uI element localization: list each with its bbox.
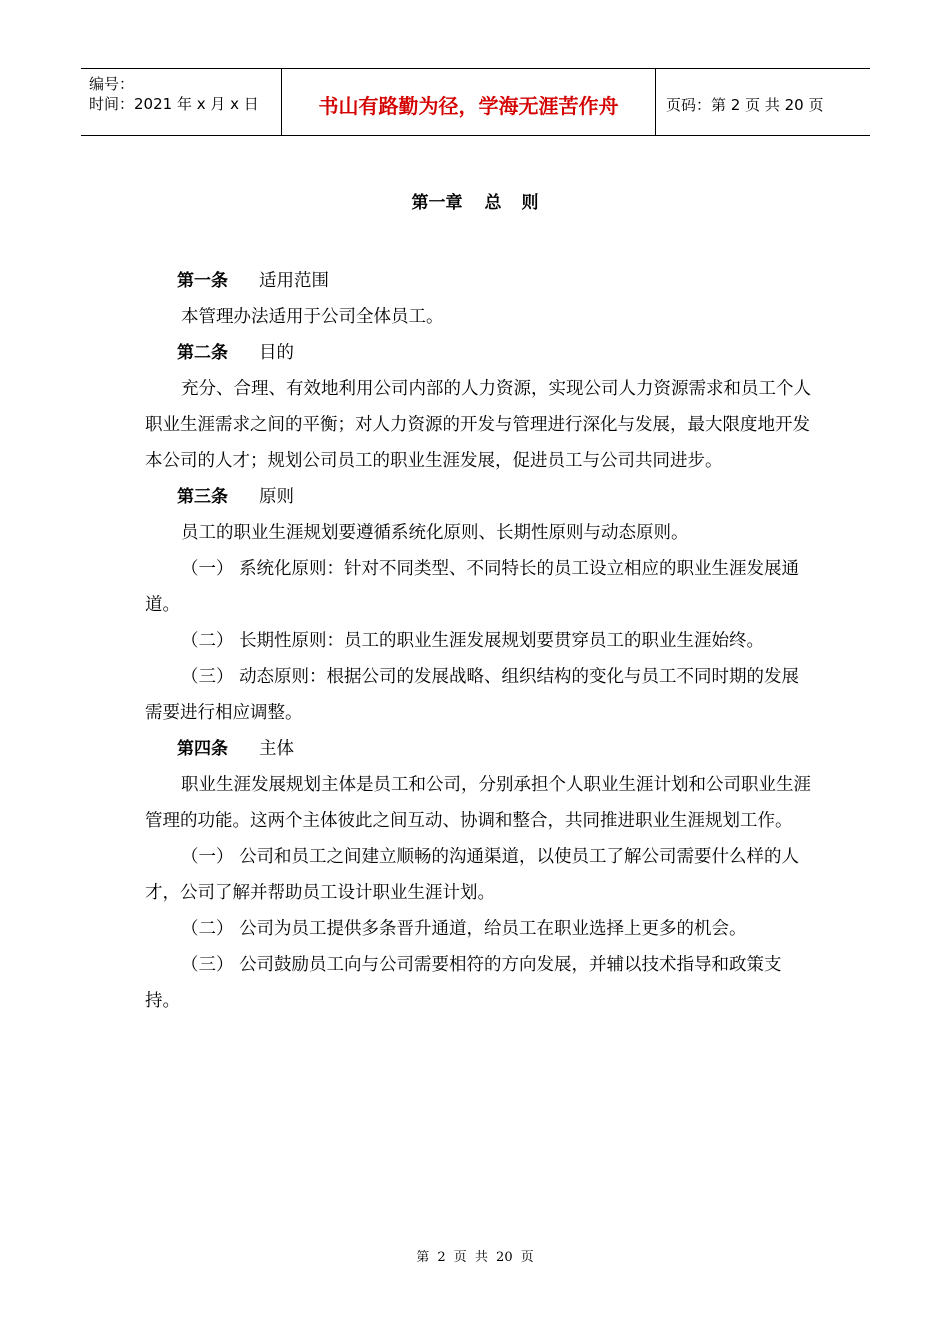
header-page-cell [656, 69, 870, 135]
chapter-number: 第一章 [411, 193, 463, 213]
article-number: 第二条 [177, 343, 228, 363]
article-paragraph: 本管理办法适用于公司全体员工。 [181, 307, 444, 327]
article-list-item: （一） 公司和员工之间建立顺畅的沟通渠道，以使员工了解公司需要什么样的人才，公司了解并帮助员工设计职业生涯计划。 [145, 847, 800, 903]
article-list-item: （一） 系统化原则：针对不同类型、不同特长的员工设立相应的职业生涯发展通道。 [145, 559, 800, 615]
page-footer [0, 1246, 950, 1265]
article-list-item: （二） 长期性原则：员工的职业生涯发展规划要贯穿员工的职业生涯始终。 [181, 631, 765, 651]
article-title: 目的 [259, 343, 294, 363]
article-heading [145, 479, 815, 515]
article-title: 适用范围 [259, 271, 329, 291]
article-list-item: （三） 动态原则：根据公司的发展战略、组织结构的变化与员工不同时期的发展需要进行相应调整。 [145, 667, 800, 723]
article-number: 第一条 [177, 271, 228, 291]
chapter-name-char-1: 总 [484, 193, 502, 213]
article-list-item: （二） 公司为员工提供多条晋升通道，给员工在职业选择上更多的机会。 [181, 919, 747, 939]
article-number: 第三条 [177, 487, 228, 507]
document-header [81, 68, 870, 136]
chapter-title [0, 188, 950, 213]
article-paragraph: 职业生涯发展规划主体是员工和公司，分别承担个人职业生涯计划和公司职业生涯管理的功能。这两个主体彼此之间互动、协调和整合，共同推进职业生涯规划工作。 [145, 775, 811, 831]
footer-page-number: 第 2 页 共 20 页 [416, 1250, 534, 1265]
article-title: 原则 [259, 487, 294, 507]
document-time-label: 时间：2021 年 x 月 x 日 [89, 95, 259, 113]
article-number: 第四条 [177, 739, 228, 759]
chapter-name-char-2: 则 [521, 193, 539, 213]
article-heading [145, 335, 815, 371]
article-title: 主体 [259, 739, 294, 759]
header-meta-cell [81, 69, 282, 135]
header-page-info: 页码：第 2 页 共 20 页 [666, 95, 824, 114]
document-body [145, 263, 815, 1019]
article-heading [145, 263, 815, 299]
article-heading [145, 731, 815, 767]
article-paragraph: 充分、合理、有效地利用公司内部的人力资源，实现公司人力资源需求和员工个人职业生涯需求之间的平衡；对人力资源的开发与管理进行深化与发展，最大限度地开发本公司的人才；规划公司员工的职业生涯发展，促进员工与公司共同进步。 [145, 379, 811, 471]
article-list-item: （三） 公司鼓励员工向与公司需要相符的方向发展，并辅以技术指导和政策支持。 [145, 955, 782, 1011]
article-paragraph: 员工的职业生涯规划要遵循系统化原则、长期性原则与动态原则。 [181, 523, 689, 543]
header-motto: 书山有路勤为径，学海无涯苦作舟 [318, 93, 619, 118]
document-number-label: 编号： [89, 75, 135, 93]
header-motto-cell [282, 69, 656, 135]
